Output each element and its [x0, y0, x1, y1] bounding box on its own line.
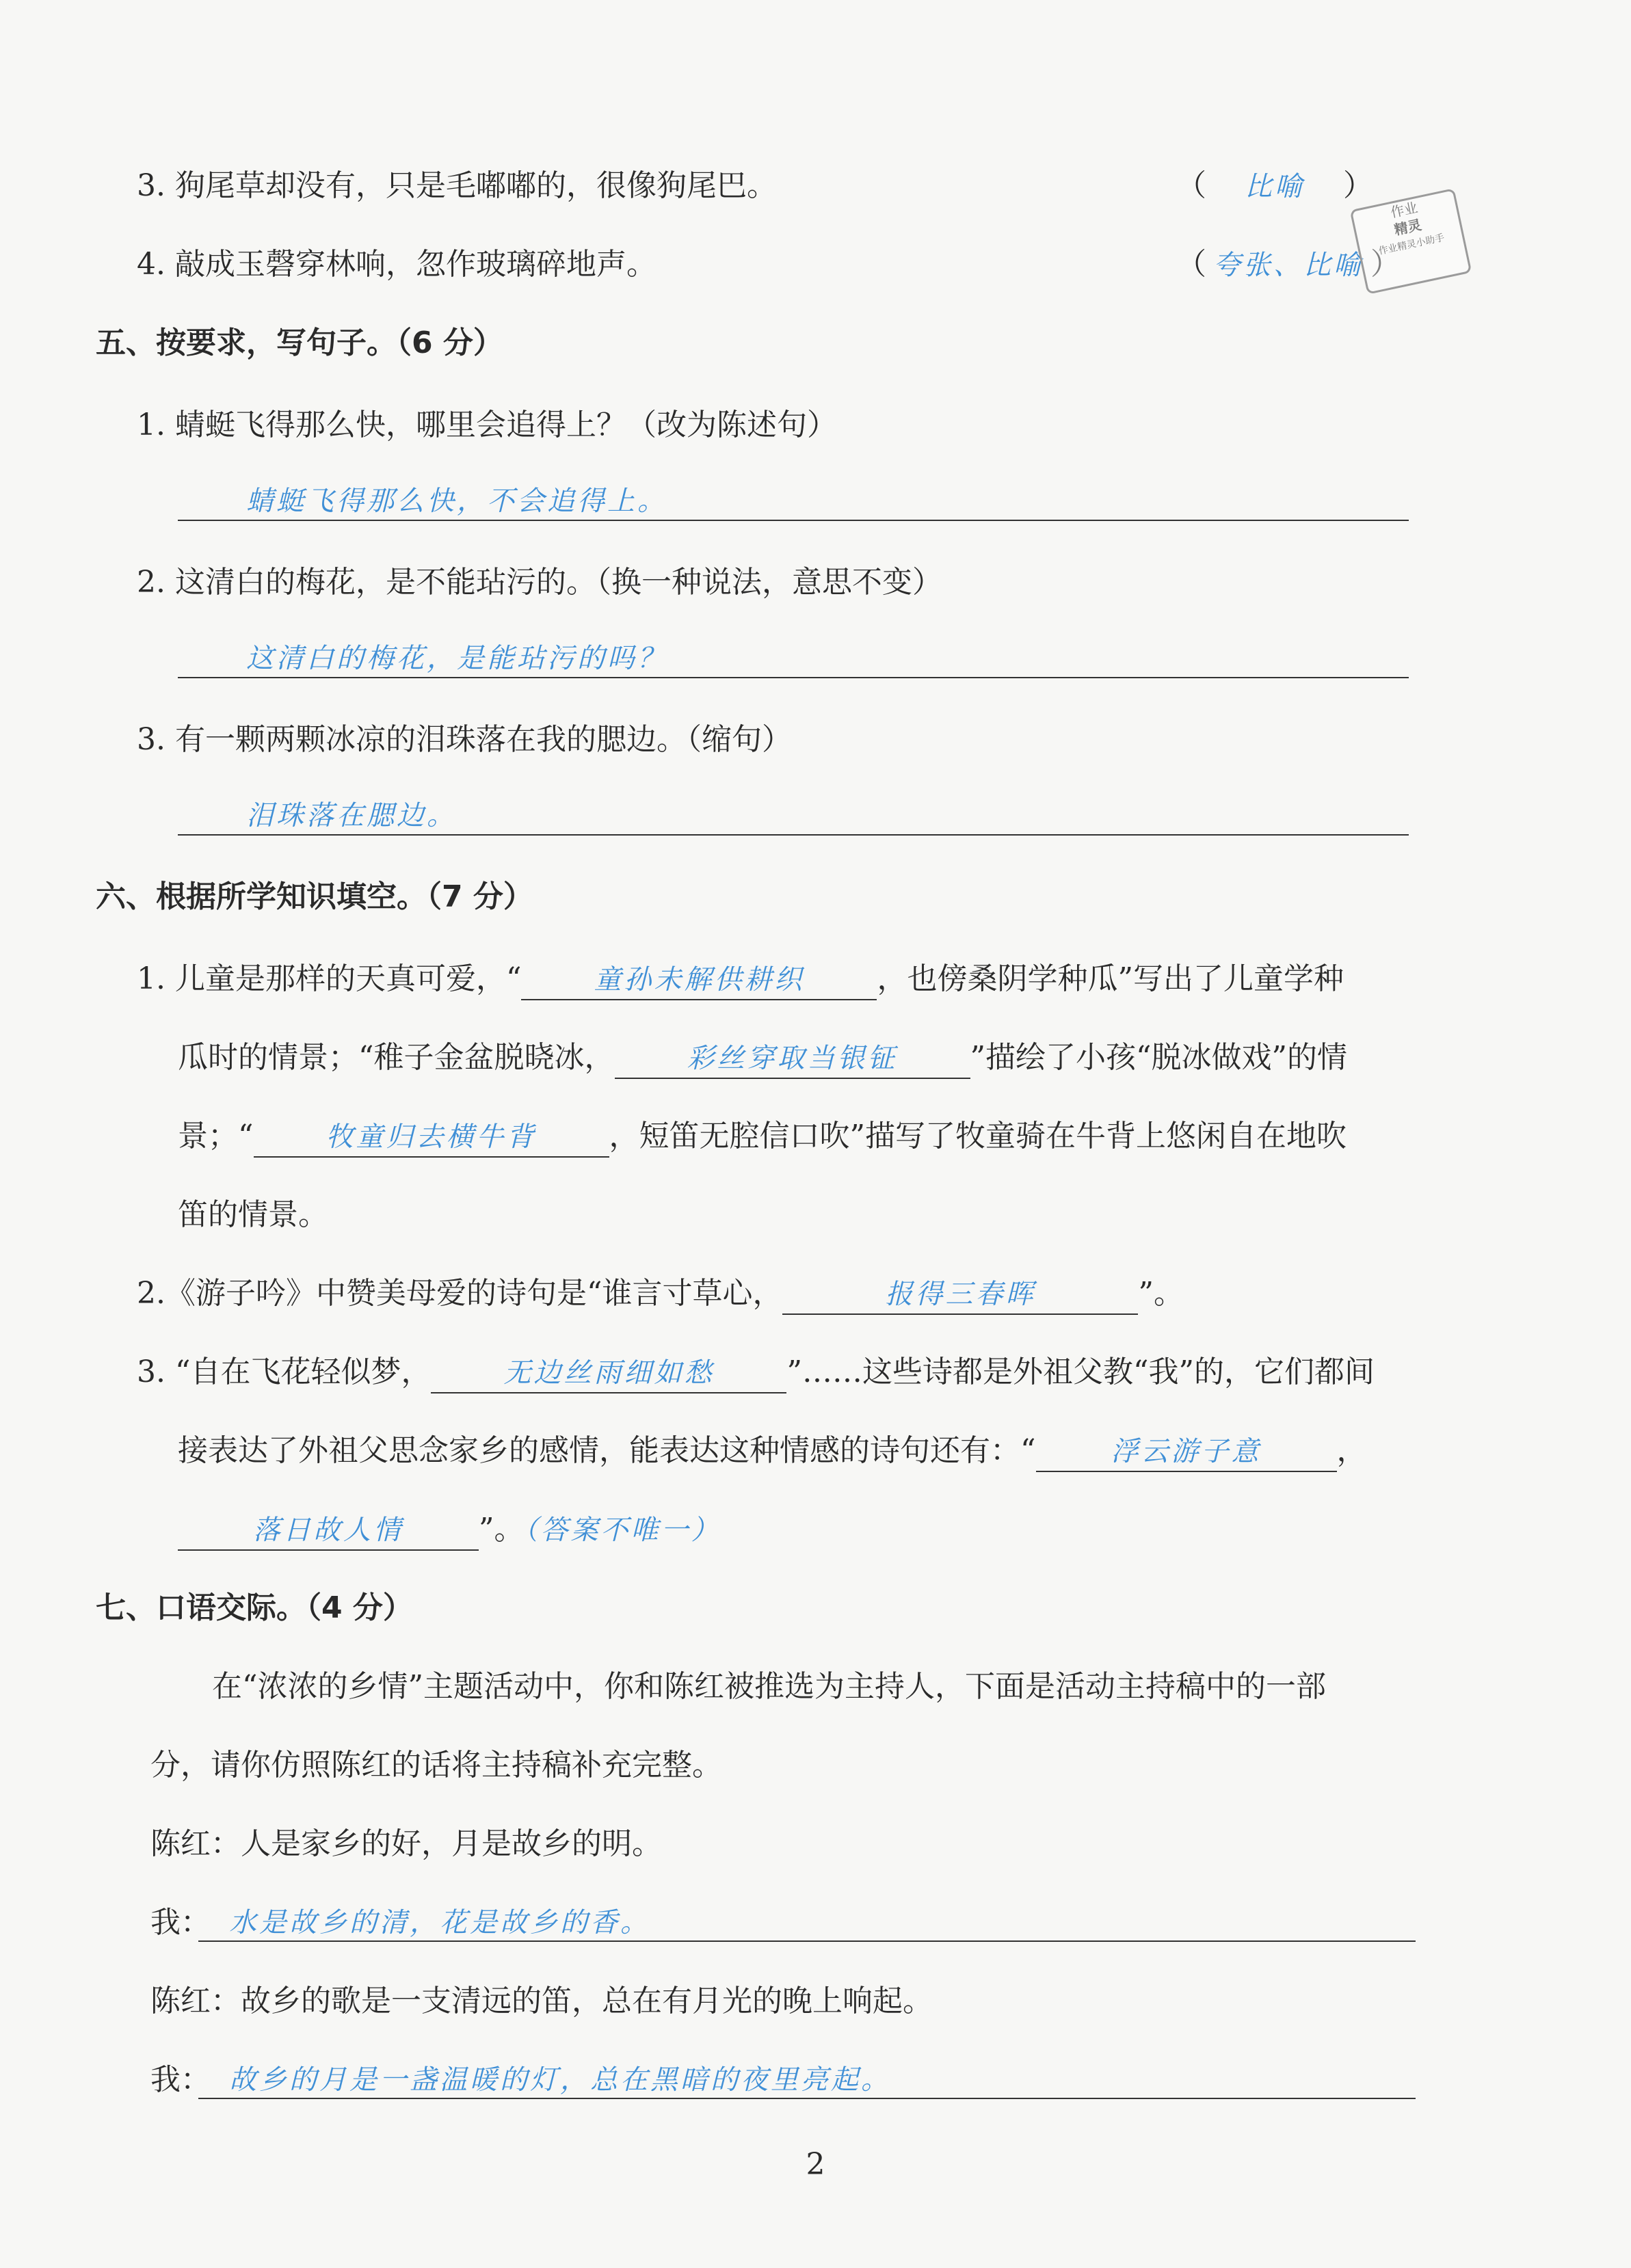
q4-item3-answer-box: （ 比喻 ） [1176, 164, 1373, 209]
section-6-title: 六、根据所学知识填空。（7 分） [96, 879, 533, 914]
blank-5: 无边丝雨细如愁 [431, 1354, 786, 1393]
sec5-a1: 蜻蜓飞得那么快，不会追得上。 [246, 485, 667, 517]
sec6-p3-line1 [137, 1350, 1375, 1394]
sec6-p2-b: ”。 [1138, 1276, 1184, 1311]
sec5-q1: 1. 蜻蜓飞得那么快，哪里会追得上？（改为陈述句） [137, 408, 837, 442]
stamp-line1: 作业 [1389, 199, 1420, 221]
sec6-p1-line4: 笛的情景。 [178, 1197, 328, 1232]
answer-note: （答案不唯一） [524, 1515, 721, 1546]
q4-item3-text: 3. 狗尾草却没有，只是毛嘟嘟的，很像狗尾巴。 [137, 168, 777, 203]
sec6-p3-e: ”。 [479, 1512, 525, 1547]
me-answer2-line [198, 2098, 1416, 2099]
sec6-p1-c: 瓜时的情景；“稚子金盆脱晓冰， [178, 1040, 615, 1075]
sec6-p1-line2 [178, 1036, 1347, 1080]
blank-4: 报得三春晖 [782, 1275, 1138, 1315]
sec6-p1-line1 [137, 957, 1344, 1001]
sec6-p1-a: 1. 儿童是那样的天真可爱，“ [137, 961, 522, 996]
me-answer1-line [198, 1940, 1416, 1942]
blank-3: 牧童归去横牛背 [254, 1118, 609, 1158]
q4-item4-answer-box: （ 夸张、比喻 ） [1176, 243, 1401, 287]
me-line1-label: 我： [150, 1905, 211, 1940]
sec6-p3-b: ”……这些诗都是外祖父教“我”的，它们都间 [786, 1355, 1375, 1389]
sec6-p2-a: 2.《游子吟》中赞美母爱的诗句是“谁言寸草心， [137, 1276, 783, 1311]
sec6-p2 [137, 1272, 1184, 1316]
sec5-a3-line [178, 834, 1409, 836]
sec6-p1-d: ”描绘了小孩“脱冰做戏”的情 [970, 1040, 1347, 1075]
sec5-q2: 2. 这清白的梅花，是不能玷污的。（换一种说法，意思不变） [137, 565, 942, 600]
blank-6: 浮云游子意 [1036, 1432, 1337, 1472]
sec6-p1-f: ，短笛无腔信口吹”描写了牧童骑在牛背上悠闲自在地吹 [609, 1119, 1347, 1153]
section-7-title: 七、口语交际。（4 分） [96, 1590, 413, 1625]
sec7-intro-line1: 在“浓浓的乡情”主题活动中，你和陈红被推选为主持人，下面是活动主持稿中的一部 [212, 1669, 1326, 1704]
sec5-a2: 这清白的梅花，是能玷污的吗？ [246, 643, 667, 674]
sec6-p1-line3 [178, 1115, 1347, 1158]
sec5-a2-line [178, 677, 1409, 678]
sec6-p3-c: 接表达了外祖父思念家乡的感情，能表达这种情感的诗句还有：“ [178, 1433, 1036, 1468]
sec5-a1-line [178, 520, 1409, 521]
sec6-p1-e: 景；“ [178, 1119, 254, 1153]
me-answer2: 故乡的月是一盏温暖的灯，总在黑暗的夜里亮起。 [229, 2064, 891, 2096]
stamp-line2: 精灵 [1392, 216, 1423, 239]
sec6-p3-line3 [178, 1508, 721, 1552]
chenhong-line2: 陈红：故乡的歌是一支清远的笛，总在有月光的晚上响起。 [150, 1984, 933, 2018]
q4-item4-text: 4. 敲成玉磬穿林响，忽作玻璃碎地声。 [137, 247, 657, 282]
chenhong-line1: 陈红：人是家乡的好，月是故乡的明。 [150, 1826, 662, 1861]
blank-2: 彩丝穿取当银钲 [615, 1039, 970, 1079]
section-5-title: 五、按要求，写句子。（6 分） [96, 325, 503, 360]
sec5-a3: 泪珠落在腮边。 [246, 800, 457, 831]
sec6-p1-b: ，也傍桑阴学种瓜”写出了儿童学种 [877, 961, 1344, 996]
stamp-line3: 作业精灵小助手 [1377, 232, 1446, 257]
me-line2-label: 我： [150, 2062, 211, 2097]
sec5-q3: 3. 有一颗两颗冰凉的泪珠落在我的腮边。（缩句） [137, 722, 792, 757]
sec6-p3-d: ， [1336, 1433, 1367, 1468]
q4-item3-answer: 比喻 [1245, 171, 1305, 202]
page-number: 2 [806, 2147, 825, 2182]
sec6-p3-a: 3. “自在飞花轻似梦， [137, 1355, 432, 1389]
blank-7: 落日故人情 [178, 1511, 479, 1551]
q4-item4-answer: 夸张、比喻 [1213, 250, 1364, 281]
sec7-intro-line2: 分，请你仿照陈红的话将主持稿补充完整。 [150, 1748, 722, 1783]
sec6-p3-line2 [178, 1429, 1367, 1473]
blank-1: 童孙未解供耕织 [521, 961, 877, 1000]
me-answer1: 水是故乡的清，花是故乡的香。 [229, 1907, 650, 1938]
